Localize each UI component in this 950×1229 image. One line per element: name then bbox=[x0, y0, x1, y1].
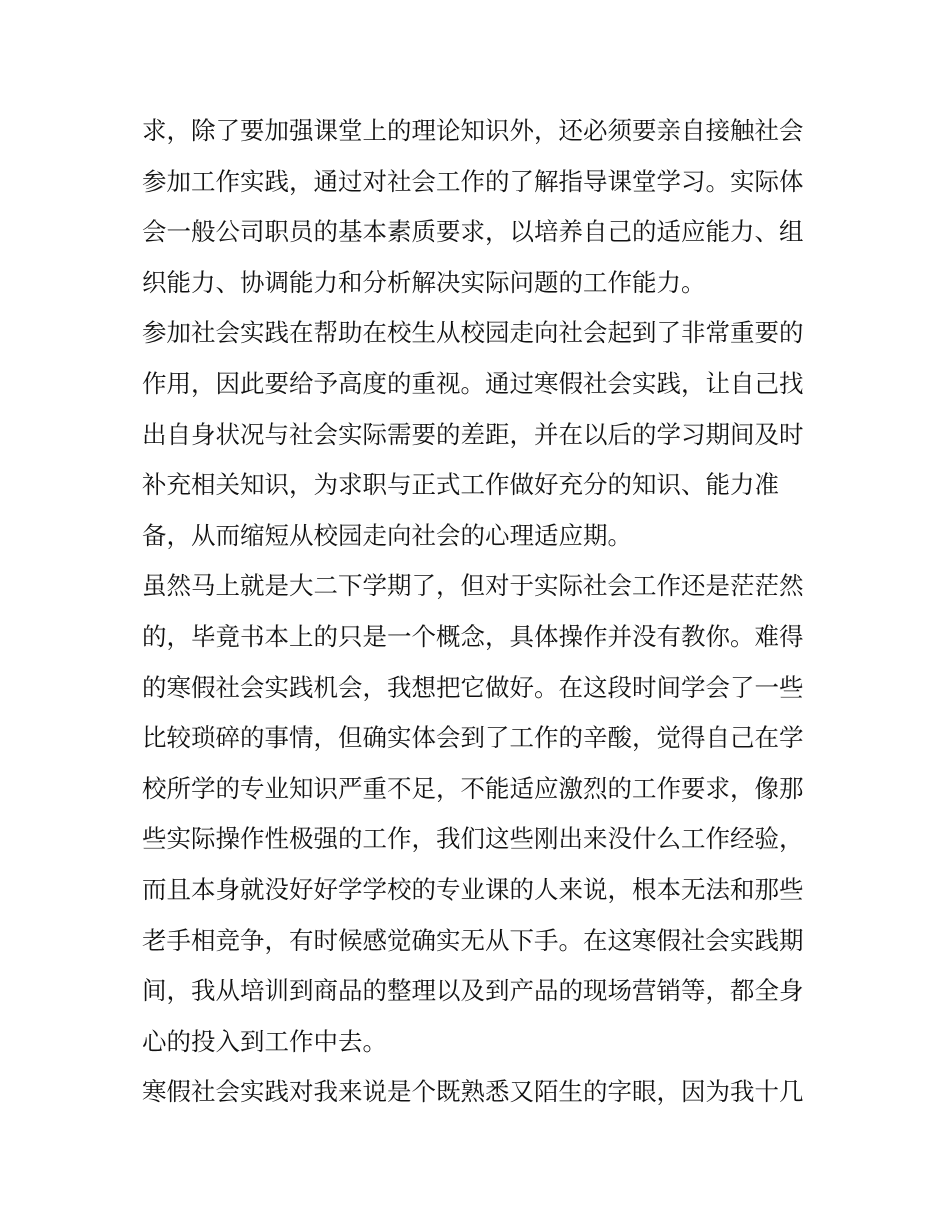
text-line-20: 寒假社会实践对我来说是个既熟悉又陌生的字眼，因为我十几 bbox=[142, 1077, 804, 1107]
text-line-3: 会一般公司职员的基本素质要求，以培养自己的适应能力、组 bbox=[142, 217, 804, 247]
text-line-5: 参加社会实践在帮助在校生从校园走向社会起到了非常重要的 bbox=[142, 318, 804, 348]
text-line-4: 织能力、协调能力和分析解决实际问题的工作能力。 bbox=[142, 267, 706, 297]
body-text bbox=[142, 106, 817, 1118]
text-line-15: 些实际操作性极强的工作，我们这些刚出来没什么工作经验， bbox=[142, 824, 804, 854]
text-line-2: 参加工作实践，通过对社会工作的了解指导课堂学习。实际体 bbox=[142, 166, 804, 196]
text-line-6: 作用，因此要给予高度的重视。通过寒假社会实践，让自己找 bbox=[142, 368, 804, 398]
text-line-11: 的，毕竟书本上的只是一个概念，具体操作并没有教你。难得 bbox=[142, 621, 804, 651]
text-line-8: 补充相关知识，为求职与正式工作做好充分的知识、能力准 bbox=[142, 470, 779, 500]
text-line-1: 求，除了要加强课堂上的理论知识外，还必须要亲自接触社会 bbox=[142, 116, 804, 145]
text-line-17: 老手相竞争，有时候感觉确实无从下手。在这寒假社会实践期 bbox=[142, 925, 804, 955]
text-line-16: 而且本身就没好好学学校的专业课的人来说，根本无法和那些 bbox=[142, 874, 804, 904]
text-line-13: 比较琐碎的事情，但确实体会到了工作的辛酸，觉得自己在学 bbox=[142, 723, 804, 753]
text-line-14: 校所学的专业知识严重不足，不能适应激烈的工作要求，像那 bbox=[142, 773, 804, 803]
text-line-9: 备，从而缩短从校园走向社会的心理适应期。 bbox=[142, 520, 632, 550]
text-line-18: 间，我从培训到商品的整理以及到产品的现场营销等，都全身 bbox=[142, 976, 804, 1006]
text-line-12: 的寒假社会实践机会，我想把它做好。在这段时间学会了一些 bbox=[142, 672, 804, 702]
text-line-10: 虽然马上就是大二下学期了，但对于实际社会工作还是茫茫然 bbox=[142, 571, 804, 601]
text-line-7: 出自身状况与社会实际需要的差距，并在以后的学习期间及时 bbox=[142, 419, 804, 449]
text-line-19: 心的投入到工作中去。 bbox=[142, 1026, 387, 1056]
